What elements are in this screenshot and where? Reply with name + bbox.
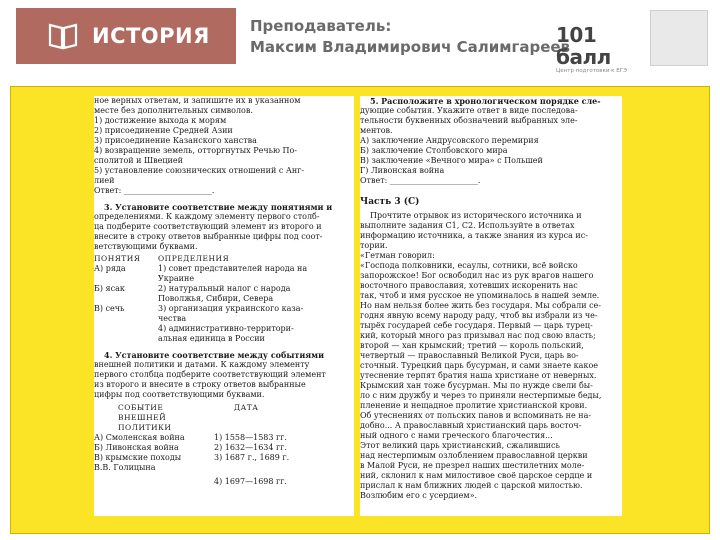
date-cell: 1) 1558—1583 гг. (214, 433, 287, 442)
table-row (94, 443, 354, 453)
text-line: выполните задания С1, С2. Используйте в ответах (360, 221, 575, 230)
event-cell: В.В. Голицына (94, 463, 156, 472)
text-line: месте без дополнительных символов. (94, 106, 253, 115)
text-line: «Гетман говорил: (360, 251, 435, 260)
text-line: В) заключение «Вечного мира» с Польшей (360, 156, 543, 165)
text-line: тырёх государей себе государя. Первый — царь турец- (360, 321, 593, 330)
text-line: Прочтите отрывок из исторического источника и (370, 211, 582, 220)
logo-subtitle: Центр подготовки к ЕГЭ (556, 68, 627, 74)
table-row (94, 463, 354, 473)
text-line: из второго и внесите в строку ответов выбранные (94, 380, 306, 389)
definition-line: 3) организация украинского каза- (158, 304, 304, 313)
task3-table (94, 264, 354, 344)
date-cell: 2) 1632—1634 гг. (214, 443, 287, 452)
text-line: информацию источника, а также знания из курса ис- (360, 231, 588, 240)
table-row (94, 453, 354, 463)
definition-cell (158, 304, 354, 344)
text-line: ний, склонил к нам милостивое своё царское сердце и (360, 471, 593, 480)
date-cell: 4) 1697—1698 гг. (214, 477, 287, 486)
logo-main-text: 101 балл (556, 23, 611, 69)
text-line: сточный. Турецкий царь бусурман, и сами знаете какое (360, 361, 598, 370)
text-line: тории. (360, 241, 388, 250)
term-cell: Б) ясак (94, 284, 125, 293)
task4-header-line2: ВНЕШНЕЙ ПОЛИТИКИ (118, 413, 172, 432)
task2-block (94, 96, 354, 196)
task5-block (360, 96, 622, 186)
event-cell: В) крымские походы (94, 453, 182, 462)
text-line: четвертый — православный Великой Руси, царь во- (360, 351, 579, 360)
text-line: 3. Установите соответствие между понятиями и (104, 202, 333, 212)
text-line: восточного православия, хотевших искоренить нас (360, 281, 578, 290)
event-cell (94, 477, 214, 487)
text-line: Б) заключение Столбовского мира (360, 146, 508, 155)
text-line: ный одного с нами греческого благочестия... (360, 431, 553, 440)
text-line: внесите в строку ответов выбранные цифры под соот- (94, 232, 323, 241)
logo (556, 24, 636, 75)
text-line: 1) достижение выхода к морям (94, 116, 227, 125)
text-line: «Господа полковники, есаулы, сотники, всё войско (360, 261, 578, 270)
task4-header-right: ДАТА (234, 403, 259, 412)
text-line: кий, который много раз призывал нас под свою власть; (360, 331, 596, 340)
table-row (94, 304, 354, 344)
text-line: Об утеснениях от польских панов и вспоминать не на- (360, 411, 592, 420)
task4-table (94, 433, 354, 487)
text-line: 2) присоединение Средней Азии (94, 126, 233, 135)
text-line: ментов. (360, 126, 393, 135)
text-line: годня явную всему народу раду, чтоб вы избрали из че- (360, 311, 598, 320)
text-line: Крымский хан тоже бусурман. Мы по нужде свели бы- (360, 381, 593, 390)
text-line: первого столбца подберите соответствующий элемент (94, 370, 326, 379)
part3-text (360, 211, 622, 501)
text-line: определениями. К каждому элементу первого столб- (94, 212, 320, 221)
text-line: Этот великий царь христианский, сжалившись (360, 441, 560, 450)
text-line: 4) возвращение земель, отторгнутых Речью По- (94, 146, 297, 155)
definition-line: 2) натуральный налог с народа (158, 284, 291, 293)
text-line: так, чтоб и имя русское не упоминалось в нашей земле. (360, 291, 600, 300)
text-line: Ответ: ______________________. (94, 186, 215, 195)
event-cell: А) Смоленская война (94, 433, 185, 442)
event-cell: Б) Ливонская война (94, 443, 179, 452)
text-line: лией (94, 176, 115, 185)
text-line: добно... А православный христианский царь восточ- (360, 421, 582, 430)
right-page (360, 96, 622, 516)
definition-cell (158, 264, 354, 284)
text-line: ло с ним дружбу и через то приняли нестерпимые беды, (360, 391, 602, 400)
term-cell: В) сечь (94, 304, 125, 313)
text-line: 5. Расположите в хронологическом порядке сле- (370, 96, 601, 106)
text-line: прислал к нам ближних людей с царской милостью. (360, 481, 583, 490)
text-line: 3) присоединение Казанского ханства (94, 136, 257, 145)
definition-cell (158, 284, 354, 304)
definition-line: Поволжья, Сибири, Севера (158, 294, 274, 303)
text-line: А) заключение Андрусовского перемирия (360, 136, 539, 145)
definition-line: 4) административно-территори- (158, 324, 294, 333)
text-line: Г) Ливонская война (360, 166, 445, 175)
text-line: утеснение терпят братия наша христиане от неверных. (360, 371, 597, 380)
text-line: внешней политики и датами. К каждому элементу (94, 360, 310, 369)
corner-thumbnail (650, 10, 708, 66)
text-line: второй — хан крымский; третий — король польский, (360, 341, 584, 350)
table-row (94, 264, 354, 284)
text-line: Но нам нельзя более жить без государя. Мы собрали се- (360, 301, 601, 310)
definition-line: 1) совет представителей народа на (158, 264, 308, 273)
text-line: ца подберите соответствующий элемент из второго и (94, 222, 322, 231)
task3-header-left: ПОНЯТИЯ (94, 254, 141, 263)
brand-banner (16, 8, 236, 64)
table-row (94, 477, 354, 487)
text-line: тельности буквенных обозначений выбранных эле- (360, 116, 578, 125)
text-line: дующие события. Укажите ответ в виде последова- (360, 106, 578, 115)
text-line: цифры под соответствующими буквами. (94, 390, 265, 399)
text-line: 4. Установите соответствие между событиями (104, 350, 325, 360)
definition-line: чества (158, 314, 187, 323)
definition-line: альная единица в России (158, 334, 265, 343)
teacher-label: Преподаватель: (250, 17, 392, 35)
brand-title: ИСТОРИЯ (92, 24, 210, 48)
text-line: 5) установление союзнических отношений с Анг- (94, 166, 305, 175)
table-row (94, 284, 354, 304)
text-line: запорожское! Бог освободил нас из рук врагов нашего (360, 271, 594, 280)
task3-header-right: ОПРЕДЕЛЕНИЯ (158, 254, 230, 263)
definition-line: Украине (158, 274, 195, 283)
teacher-info (250, 16, 570, 58)
text-line: в Малой Руси, не презрел наших шестилетних моле- (360, 461, 585, 470)
header (0, 0, 720, 78)
text-line: ветствующими буквами. (94, 242, 198, 251)
text-line: над нестерпимым озлоблением православной церкви (360, 451, 588, 460)
task4-header-left (94, 403, 214, 433)
open-book-icon (48, 22, 78, 50)
date-cell: 3) 1687 г., 1689 г. (214, 453, 290, 462)
text-line: ное верных ответам, и запишите их в указанном (94, 96, 301, 105)
teacher-name: Максим Владимирович Салимгареев (250, 38, 571, 56)
table-row (94, 433, 354, 443)
text-line: сполитой и Швецией (94, 156, 183, 165)
text-line: пленение и нещадное пролитие христианской крови. (360, 401, 588, 410)
left-page (94, 96, 354, 516)
text-line: Возлюбим его с усердием». (360, 491, 478, 500)
term-cell: А) ряда (94, 264, 126, 273)
task4-header-line1: СОБЫТИЕ (118, 403, 164, 412)
task3-block (94, 202, 354, 252)
task4-block (94, 350, 354, 400)
text-line: Ответ: ______________________. (360, 176, 481, 185)
part3-title: Часть 3 (С) (360, 197, 420, 207)
